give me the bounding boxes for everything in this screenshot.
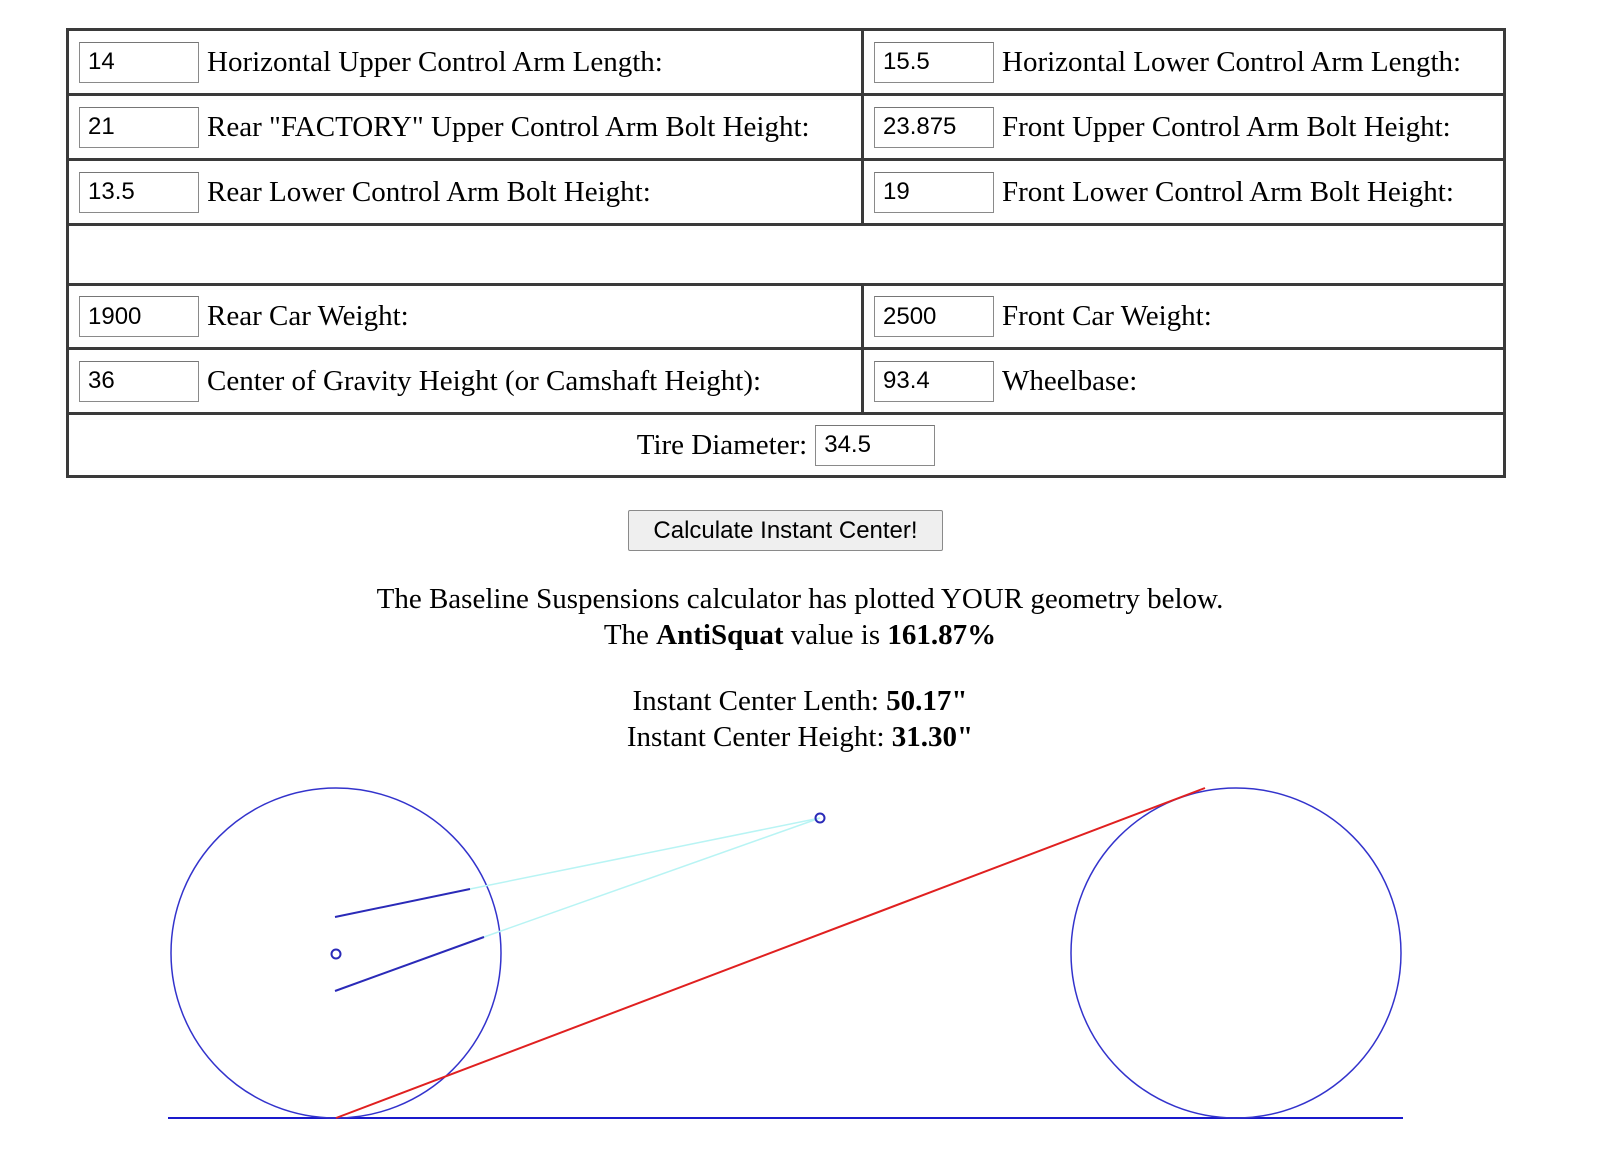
table-cell — [864, 96, 1503, 158]
front-weight-label: Front Car Weight: — [1002, 300, 1212, 332]
front-upper-bolt-height-label: Front Upper Control Arm Bolt Height: — [1002, 110, 1451, 143]
instant-center-length — [0, 685, 1600, 718]
upper-arm-length-label: Horizontal Upper Control Arm Length: — [207, 45, 663, 78]
lower-control-arm — [335, 937, 484, 991]
ic-length-label: Instant Center Lenth: — [632, 685, 887, 717]
result-summary: The Baseline Suspensions calculator has plotted YOUR geometry below. — [376, 583, 1224, 615]
wheelbase-input[interactable] — [874, 361, 994, 402]
antisquat-prefix: The — [603, 619, 657, 651]
geometry-plot — [0, 770, 1600, 1150]
rear-axle-marker — [332, 950, 341, 959]
front-lower-bolt-height-input[interactable] — [874, 172, 994, 213]
table-cell — [69, 31, 864, 93]
lower-arm-projection — [484, 818, 820, 937]
table-cell — [69, 161, 864, 223]
rear-weight-label: Rear Car Weight: — [207, 300, 409, 332]
antisquat-result — [0, 619, 1600, 652]
rear-upper-bolt-height-label: Rear "FACTORY" Upper Control Arm Bolt Height: — [207, 110, 810, 143]
tire-diameter-input[interactable] — [815, 425, 935, 466]
front-lower-bolt-height-label: Front Lower Control Arm Bolt Height: — [1002, 175, 1454, 208]
front-upper-bolt-height-input[interactable] — [874, 107, 994, 148]
tire-diameter-label: Tire Diameter: — [636, 428, 808, 461]
front-wheel — [1071, 788, 1401, 1118]
table-row — [69, 350, 1503, 415]
instant-center-height — [0, 721, 1600, 754]
table-row — [69, 161, 1503, 226]
table-cell — [69, 415, 1503, 475]
table-cell — [864, 31, 1503, 93]
upper-arm-length-input[interactable] — [79, 42, 199, 83]
ic-height-value: 31.30" — [891, 721, 974, 753]
cg-height-input[interactable] — [79, 361, 199, 402]
table-cell — [864, 350, 1503, 412]
lower-arm-length-label: Horizontal Lower Control Arm Length: — [1002, 45, 1462, 78]
input-table — [66, 28, 1506, 478]
spacer-row — [69, 226, 1503, 286]
antisquat-value: 161.87% — [887, 619, 997, 651]
front-weight-input[interactable] — [874, 296, 994, 337]
lower-arm-length-input[interactable] — [874, 42, 994, 83]
antisquat-line — [336, 788, 1205, 1118]
rear-lower-bolt-height-label: Rear Lower Control Arm Bolt Height: — [207, 175, 651, 208]
table-row — [69, 415, 1503, 475]
calculate-instant-center-button[interactable]: Calculate Instant Center! — [628, 510, 943, 551]
table-row — [69, 286, 1503, 350]
antisquat-term: AntiSquat — [656, 619, 784, 651]
ic-height-label: Instant Center Height: — [626, 721, 892, 753]
rear-wheel — [171, 788, 501, 1118]
table-cell — [864, 286, 1503, 347]
cg-height-label: Center of Gravity Height (or Camshaft Height): — [207, 364, 762, 397]
table-cell — [69, 96, 864, 158]
table-cell — [69, 286, 864, 347]
table-cell — [69, 350, 864, 412]
upper-control-arm — [335, 889, 470, 917]
upper-arm-projection — [470, 818, 820, 889]
rear-lower-bolt-height-input[interactable] — [79, 172, 199, 213]
table-row — [69, 96, 1503, 161]
antisquat-mid: value is — [783, 619, 888, 651]
table-cell — [864, 161, 1503, 223]
rear-weight-input[interactable] — [79, 296, 199, 337]
wheelbase-label: Wheelbase: — [1002, 364, 1138, 397]
table-row — [69, 31, 1503, 96]
rear-upper-bolt-height-input[interactable] — [79, 107, 199, 148]
ic-length-value: 50.17" — [886, 685, 968, 717]
